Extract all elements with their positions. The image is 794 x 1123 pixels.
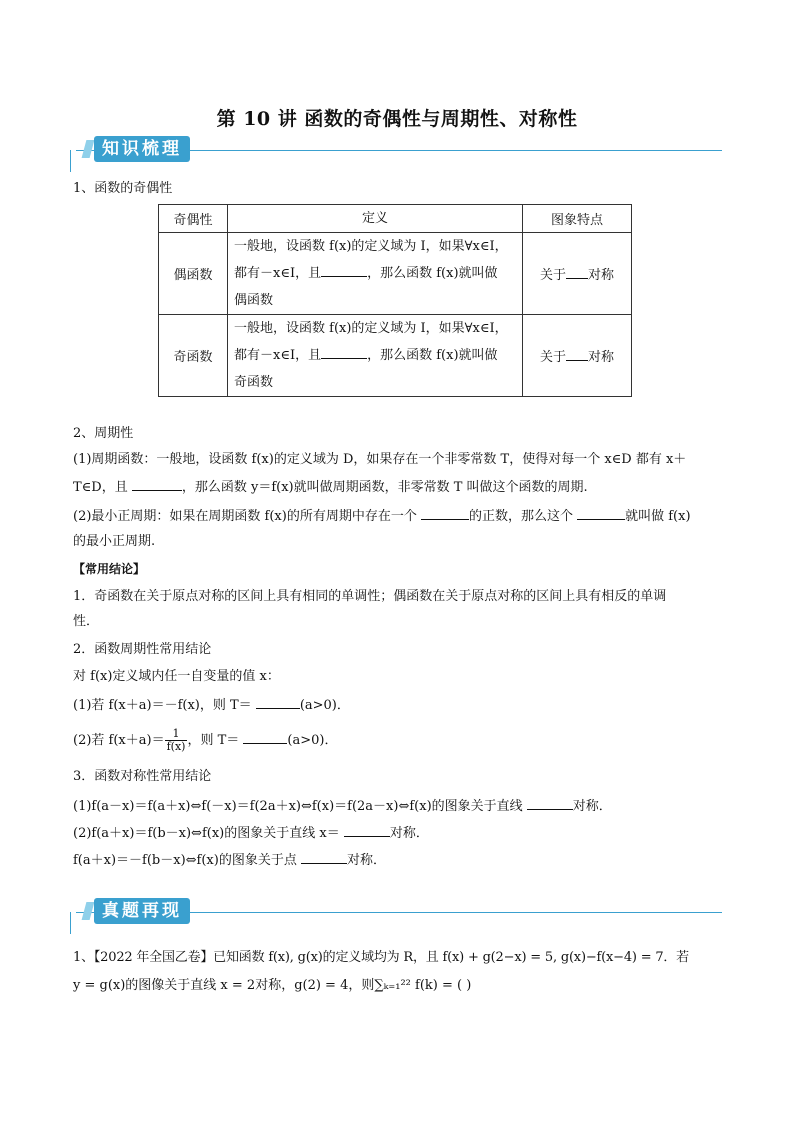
fill-blank[interactable] (132, 478, 182, 491)
fill-blank[interactable] (527, 797, 573, 810)
def-line: 奇函数 (234, 375, 274, 390)
feature-text: 对称 (588, 350, 615, 365)
section-tick (70, 150, 71, 172)
conclusion-1b: 性． (73, 614, 100, 629)
header-cell: 奇偶性 (159, 205, 228, 233)
question-1b: y = g(x)的图像关于直线 x = 2对称，g(2) = 4，则∑ₖ₌₁²² f(k) = ( ) (73, 978, 472, 993)
def-line: 一般地，设函数 f(x)的定义域为 I，如果∀x∈I， (234, 321, 508, 336)
row-name: 偶函数 (159, 233, 228, 315)
def-text: ，那么函数 f(x)就叫做 (367, 266, 498, 281)
row-feature (523, 315, 632, 397)
text-part: 的正数，那么这个 (468, 509, 578, 524)
fill-blank[interactable] (344, 824, 390, 837)
conclusion-3: 3．函数对称性常用结论 (73, 769, 212, 784)
subheading-parity: 1、函数的奇偶性 (73, 181, 173, 196)
period-text-1b (73, 478, 733, 497)
def-text: ，那么函数 f(x)就叫做 (367, 348, 498, 363)
def-line: 一般地，设函数 f(x)的定义域为 I，如果∀x∈I， (234, 239, 508, 254)
fill-blank[interactable] (301, 851, 347, 864)
fill-blank[interactable] (577, 507, 625, 520)
section-tick (70, 912, 71, 934)
conclusion-2-1 (73, 696, 733, 715)
text-part: (2)最小正周期：如果在周期函数 f(x)的所有周期中存在一个 (73, 509, 421, 524)
header-cell: 定义 (228, 205, 523, 233)
conclusion-2-2 (73, 728, 733, 753)
text-part: ，那么函数 y＝f(x)就叫做周期函数，非零常数 T 叫做这个函数的周期. (181, 480, 588, 495)
table-header-row (159, 205, 632, 233)
period-text-2b: 的最小正周期. (73, 534, 156, 549)
section-badge: 真题再现 (94, 898, 190, 924)
def-line (234, 260, 516, 287)
text-part: 对称． (389, 826, 429, 841)
conclusion-2-intro: 对 f(x)定义域内任一自变量的值 x： (73, 669, 280, 684)
row-name: 奇函数 (159, 315, 228, 397)
conclusion-3-2 (73, 824, 733, 843)
common-conclusions-tag: 【常用结论】 (73, 562, 146, 576)
header-cell: 图象特点 (523, 205, 632, 233)
fraction-numerator: 1 (165, 728, 188, 741)
fill-blank[interactable] (243, 731, 287, 744)
text-part: T∈D，且 (73, 480, 132, 495)
text-part: (1)若 f(x＋a)＝－f(x)，则 T＝ (73, 698, 256, 713)
subheading-period: 2、周期性 (73, 426, 134, 441)
parity-table (158, 204, 632, 397)
section-header-knowledge (70, 134, 722, 174)
text-part: 对称． (572, 799, 612, 814)
question-1a: 1、【2022 年全国乙卷】已知函数 f(x), g(x)的定义域均为 R，且 f(x) + g(2−x) = 5, g(x)−f(x−4) = 7．若 (73, 950, 689, 965)
row-definition (228, 315, 523, 397)
def-text: 都有－x∈I，且 (234, 266, 322, 281)
def-line: 偶函数 (234, 293, 274, 308)
fill-blank[interactable] (566, 266, 588, 279)
fraction (165, 728, 188, 753)
page-title: 第 10 讲 函数的奇偶性与周期性、对称性 (216, 108, 578, 130)
text-part: (2)若 f(x＋a)＝ (73, 733, 165, 748)
text-part: 对称． (346, 853, 386, 868)
row-feature (523, 233, 632, 315)
fill-blank[interactable] (421, 507, 469, 520)
text-part: ，则 T＝ (187, 733, 244, 748)
conclusion-3-3 (73, 851, 733, 870)
period-text-2a (73, 507, 733, 526)
fill-blank[interactable] (321, 346, 367, 359)
text-part: (2)f(a＋x)＝f(b－x)⇔f(x)的图象关于直线 x＝ (73, 826, 344, 841)
text-part: (a>0)． (299, 698, 350, 713)
conclusion-1a: 1．奇函数在关于原点对称的区间上具有相同的单调性；偶函数在关于原点对称的区间上具有相反的单调 (73, 589, 667, 604)
fill-blank[interactable] (321, 264, 367, 277)
text-part: (1)f(a－x)＝f(a＋x)⇔f(－x)＝f(2a＋x)⇔f(x)＝f(2a－x)⇔f(x)的图象关于直线 (73, 799, 527, 814)
table-row (159, 233, 632, 315)
section-deco (82, 140, 95, 158)
def-line (234, 342, 516, 369)
section-badge: 知识梳理 (94, 136, 190, 162)
fraction-denominator: f(x) (166, 740, 186, 753)
conclusion-2: 2．函数周期性常用结论 (73, 642, 212, 657)
text-part: (a>0)． (287, 733, 338, 748)
section-header-exam (70, 896, 722, 936)
feature-text: 关于 (539, 268, 566, 283)
text-part: 就叫做 f(x) (625, 509, 691, 524)
fill-blank[interactable] (256, 696, 300, 709)
text-part: f(a＋x)＝－f(b－x)⇔f(x)的图象关于点 (73, 853, 301, 868)
table-row (159, 315, 632, 397)
fill-blank[interactable] (566, 348, 588, 361)
period-text-1a: (1)周期函数：一般地，设函数 f(x)的定义域为 D，如果存在一个非零常数 T，使得对每一个 x∈D 都有 x＋ (73, 452, 687, 467)
feature-text: 关于 (539, 350, 566, 365)
feature-text: 对称 (588, 268, 615, 283)
def-text: 都有－x∈I，且 (234, 348, 322, 363)
row-definition (228, 233, 523, 315)
section-deco (82, 902, 95, 920)
conclusion-3-1 (73, 797, 733, 816)
